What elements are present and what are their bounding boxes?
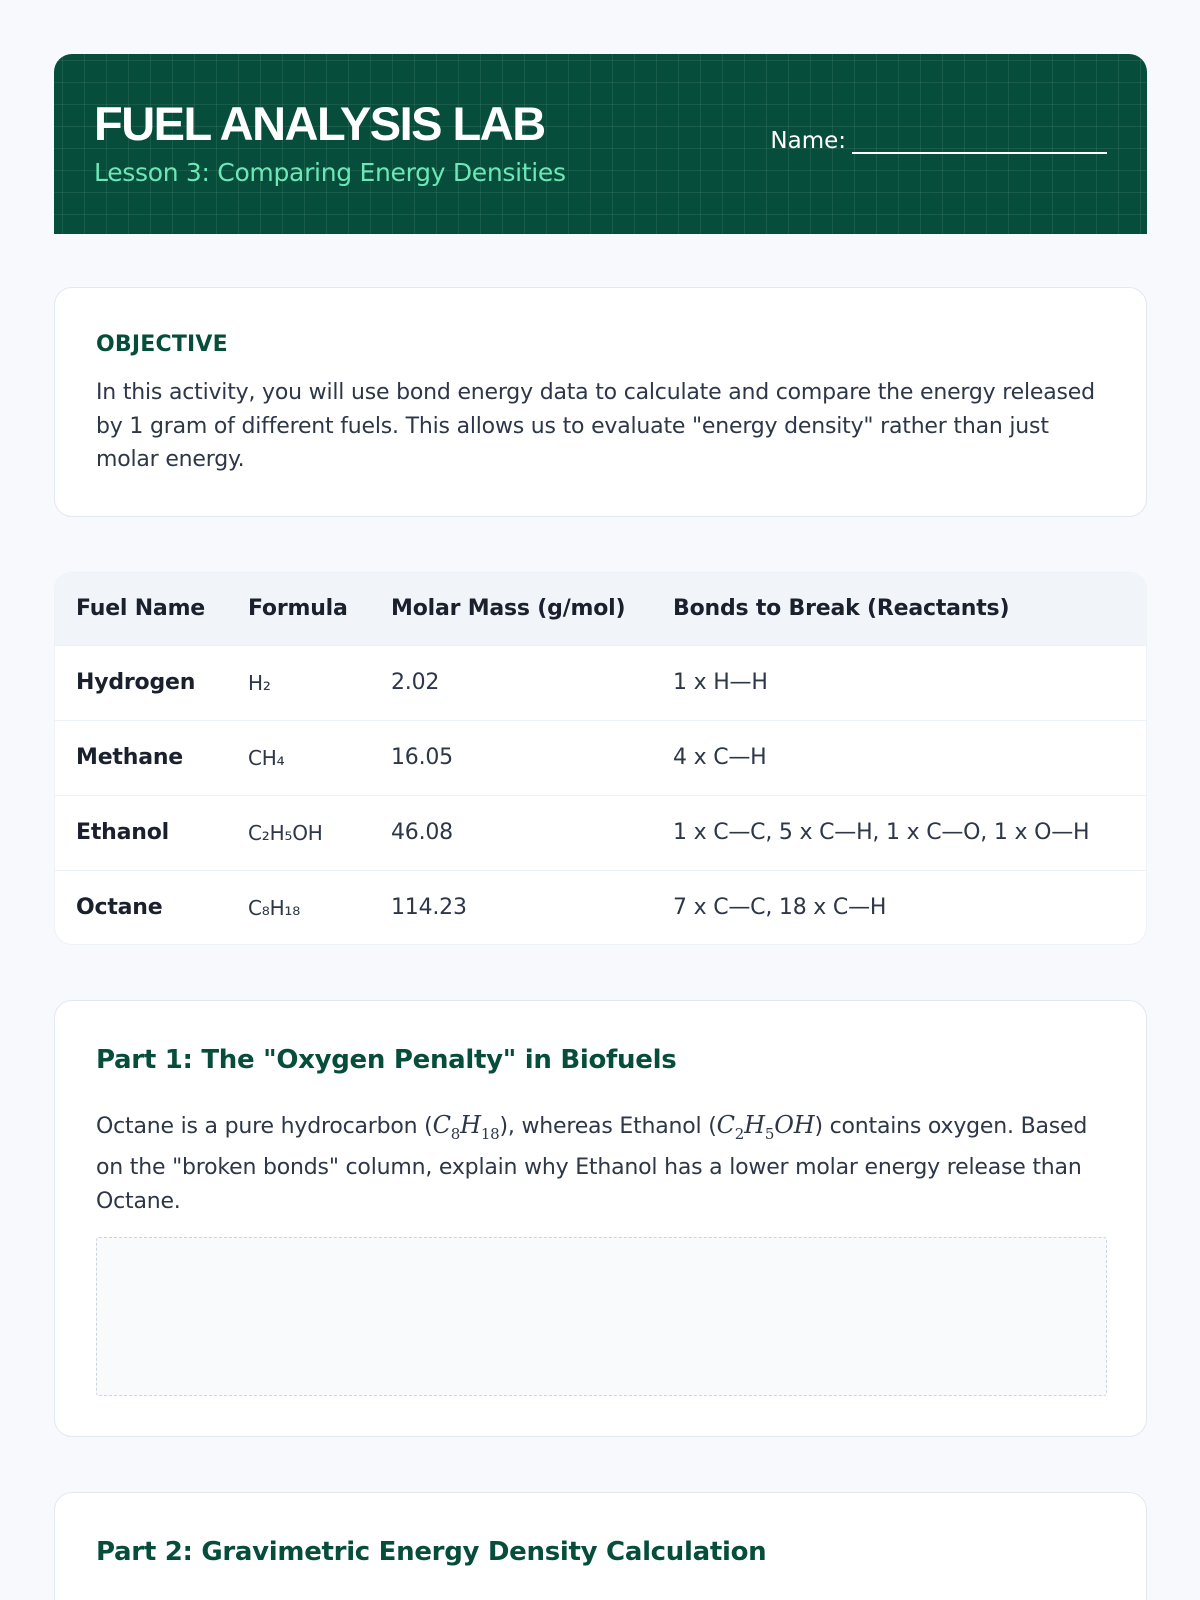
- table-row: [55, 870, 1146, 945]
- header-formula: Formula: [248, 596, 348, 622]
- name-label: Name:: [770, 128, 846, 154]
- part2-heading: Part 2: Gravimetric Energy Density Calculation: [96, 1537, 767, 1567]
- fuel-name-cell: Octane: [76, 895, 163, 921]
- formula-cell: C₂H₅OH: [248, 820, 323, 845]
- objective-text: In this activity, you will use bond energy data to calculate and compare the energy released by 1 gram of different fuels. This allows us to evaluate "energy density" rather than just molar energy.: [96, 380, 1095, 472]
- molar-mass-cell: 114.23: [391, 895, 467, 921]
- header-bonds: Bonds to Break (Reactants): [673, 596, 1010, 622]
- fuel-name-cell: Methane: [76, 745, 184, 770]
- objective-heading: OBJECTIVE: [96, 332, 228, 357]
- math-symbol: H: [744, 1111, 765, 1139]
- header-fuel-name: Fuel Name: [76, 596, 206, 622]
- table-header-row: [55, 573, 1146, 645]
- math-subscript: 2: [734, 1124, 745, 1143]
- octane-formula-math: [432, 1111, 500, 1143]
- math-symbol: C: [432, 1111, 451, 1139]
- bonds-cell: 1 x C—C, 5 x C—H, 1 x C—O, 1 x O—H: [673, 820, 1090, 845]
- table-row: [55, 720, 1146, 795]
- objective-card: [54, 287, 1147, 517]
- bonds-cell: 7 x C—C, 18 x C—H: [673, 895, 887, 921]
- lesson-subtitle: Lesson 3: Comparing Energy Densities: [94, 158, 566, 187]
- name-blank-line[interactable]: [852, 134, 1107, 154]
- part1-text-b: ), whereas Ethanol (: [499, 1114, 717, 1139]
- math-subscript: 5: [764, 1124, 775, 1143]
- fuel-data-table-card: [54, 572, 1147, 945]
- math-symbol: C: [716, 1111, 735, 1139]
- part2-card: [54, 1492, 1147, 1600]
- part1-answer-box[interactable]: [96, 1237, 1107, 1396]
- formula-cell: C₈H₁₈: [248, 895, 301, 920]
- header-banner: [54, 54, 1147, 234]
- math-subscript: 18: [480, 1124, 500, 1143]
- bonds-cell: 4 x C—H: [673, 745, 767, 770]
- fuel-name-cell: Hydrogen: [76, 670, 196, 695]
- name-field[interactable]: [770, 128, 1107, 154]
- formula-cell: H₂: [248, 670, 271, 695]
- math-subscript: 8: [450, 1124, 461, 1143]
- molar-mass-cell: 46.08: [391, 820, 453, 845]
- table-row: [55, 645, 1146, 720]
- math-symbol: H: [460, 1111, 481, 1139]
- part1-text-a: Octane is a pure hydrocarbon (: [96, 1114, 433, 1139]
- page-title: FUEL ANALYSIS LAB: [94, 97, 545, 150]
- header-molar-mass: Molar Mass (g/mol): [391, 596, 626, 622]
- fuel-data-table: [55, 573, 1146, 945]
- molar-mass-cell: 2.02: [391, 670, 440, 695]
- math-symbol: OH: [774, 1111, 815, 1139]
- fuel-name-cell: Ethanol: [76, 820, 169, 845]
- table-row: [55, 795, 1146, 870]
- formula-cell: CH₄: [248, 745, 285, 770]
- ethanol-formula-math: [716, 1111, 815, 1143]
- part1-question: [96, 1109, 1111, 1218]
- molar-mass-cell: 16.05: [391, 745, 453, 770]
- part1-text-c: ) contains oxygen. Based on the "broken bonds" column, explain why Ethanol has a lower molar energy release than Octane.: [96, 1114, 1088, 1214]
- part1-heading: Part 1: The "Oxygen Penalty" in Biofuels: [96, 1045, 677, 1075]
- part1-card: [54, 1000, 1147, 1437]
- bonds-cell: 1 x H—H: [673, 670, 768, 695]
